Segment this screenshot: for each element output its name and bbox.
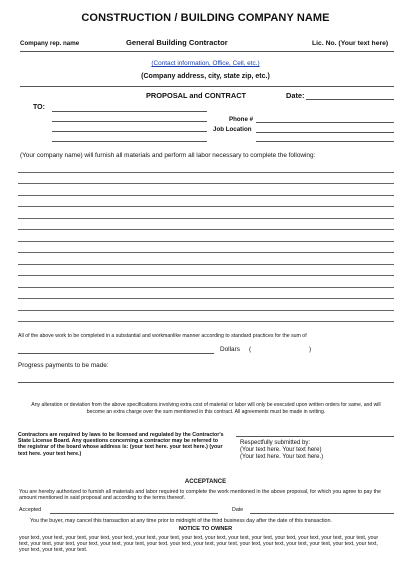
proposal-date-label: Date: bbox=[286, 91, 305, 100]
work-description-line[interactable] bbox=[18, 264, 394, 265]
amount-paren-close: ) bbox=[309, 346, 312, 353]
sum-amount-field[interactable] bbox=[18, 353, 214, 354]
dollars-label: Dollars bbox=[220, 346, 240, 353]
work-description-line[interactable] bbox=[18, 183, 394, 184]
job-location-field-2[interactable] bbox=[256, 141, 394, 142]
phone-label: Phone # bbox=[229, 116, 254, 123]
contractors-license-notice: Contractors are required by laws to be licensed and regulated by the Contractor's State License Board. Any questions concerning a contractor may be referred to the registrar of the board whose address is: (your text here. your text here.) (your text here. your text here.) bbox=[18, 432, 224, 457]
work-description-line[interactable] bbox=[18, 275, 394, 276]
work-description-line[interactable] bbox=[18, 287, 394, 288]
furnish-statement: (Your company name) will furnish all materials and perform all labor necessary to complete the following: bbox=[20, 152, 316, 159]
company-name-title: CONSTRUCTION / BUILDING COMPANY NAME bbox=[81, 12, 330, 24]
job-location-field[interactable] bbox=[256, 132, 394, 133]
work-description-line[interactable] bbox=[18, 195, 394, 196]
acceptance-date-label: Date bbox=[232, 507, 244, 513]
work-description-line[interactable] bbox=[18, 310, 394, 311]
job-location-label: Job Location bbox=[213, 126, 252, 133]
respectfully-submitted bbox=[240, 440, 323, 461]
work-description-line[interactable] bbox=[18, 321, 394, 322]
alteration-clause: Any alteration or deviation from the above specifications involving extra cost of material or labor will only be executed upon written orders for same, and will become an extra charge over the sum mentioned in this contract. All agreements must be made in writing. bbox=[31, 402, 381, 415]
company-address: (Company address, city, state zip, etc.) bbox=[141, 73, 270, 80]
work-description-line[interactable] bbox=[18, 229, 394, 230]
proposal-heading: PROPOSAL and CONTRACT bbox=[146, 91, 247, 100]
respectfully-text-1: (Your text here. Your text here) bbox=[240, 447, 322, 453]
to-field-line-2[interactable] bbox=[52, 121, 207, 122]
license-number: Lic. No. (Your text here) bbox=[312, 40, 389, 47]
work-description-line[interactable] bbox=[18, 252, 394, 253]
work-description-line[interactable] bbox=[18, 241, 394, 242]
work-description-line[interactable] bbox=[18, 172, 394, 173]
to-field-line-4[interactable] bbox=[52, 141, 207, 142]
notice-body-text: your text, your text, your text, your text, your text, your text, your text, your text, your text, your text, your text, your text, your text, your text, your text, your text, your text, your text, your text, your text, your text, your text, your text, your text, your text, your text, your text, your text, your text, your text, your text, your text, your text, your text. bbox=[19, 535, 379, 554]
work-description-line[interactable] bbox=[18, 298, 394, 299]
cancellation-notice: You the buyer, may cancel this transaction at any time prior to midnight of the third business day after the date of this transaction. bbox=[30, 518, 332, 524]
progress-payments-field[interactable] bbox=[18, 382, 394, 383]
work-completion-statement: All of the above work to be completed in a substantial and workmanlike manner according to standard practices for the sum of bbox=[18, 333, 307, 339]
acceptance-heading: ACCEPTANCE bbox=[184, 479, 227, 485]
header-rule bbox=[20, 51, 394, 52]
address-rule bbox=[20, 86, 394, 87]
phone-field[interactable] bbox=[256, 122, 394, 123]
work-description-line[interactable] bbox=[18, 206, 394, 207]
to-field-line-1[interactable] bbox=[52, 111, 207, 112]
acceptance-date-field[interactable] bbox=[250, 513, 394, 514]
work-description-line[interactable] bbox=[18, 218, 394, 219]
amount-paren-open: ( bbox=[249, 346, 252, 353]
signature-line[interactable] bbox=[236, 436, 394, 437]
to-field-line-3[interactable] bbox=[52, 131, 207, 132]
authorization-text: You are hereby authorized to furnish all materials and labor required to complete the work mentioned in the above proposal, for which you agree to pay the amount mentioned in said proposal and according to the terms thereof. bbox=[19, 489, 381, 502]
accepted-signature-field[interactable] bbox=[50, 513, 218, 514]
company-rep-label: Company rep. name bbox=[20, 40, 80, 47]
contact-info[interactable]: (Contact information, Office, Cell, etc.) bbox=[151, 60, 260, 67]
respectfully-label: Respectfully submitted by: bbox=[240, 440, 311, 446]
to-label: TO: bbox=[33, 104, 45, 111]
proposal-date-field[interactable] bbox=[306, 99, 394, 100]
respectfully-text-2: (Your text here. Your text here.) bbox=[240, 454, 324, 460]
contractor-type: General Building Contractor bbox=[126, 38, 228, 47]
accepted-label: Accepted bbox=[19, 507, 42, 513]
notice-to-owner-heading: NOTICE TO OWNER bbox=[178, 526, 233, 532]
progress-payments-label: Progress payments to be made: bbox=[18, 362, 109, 369]
